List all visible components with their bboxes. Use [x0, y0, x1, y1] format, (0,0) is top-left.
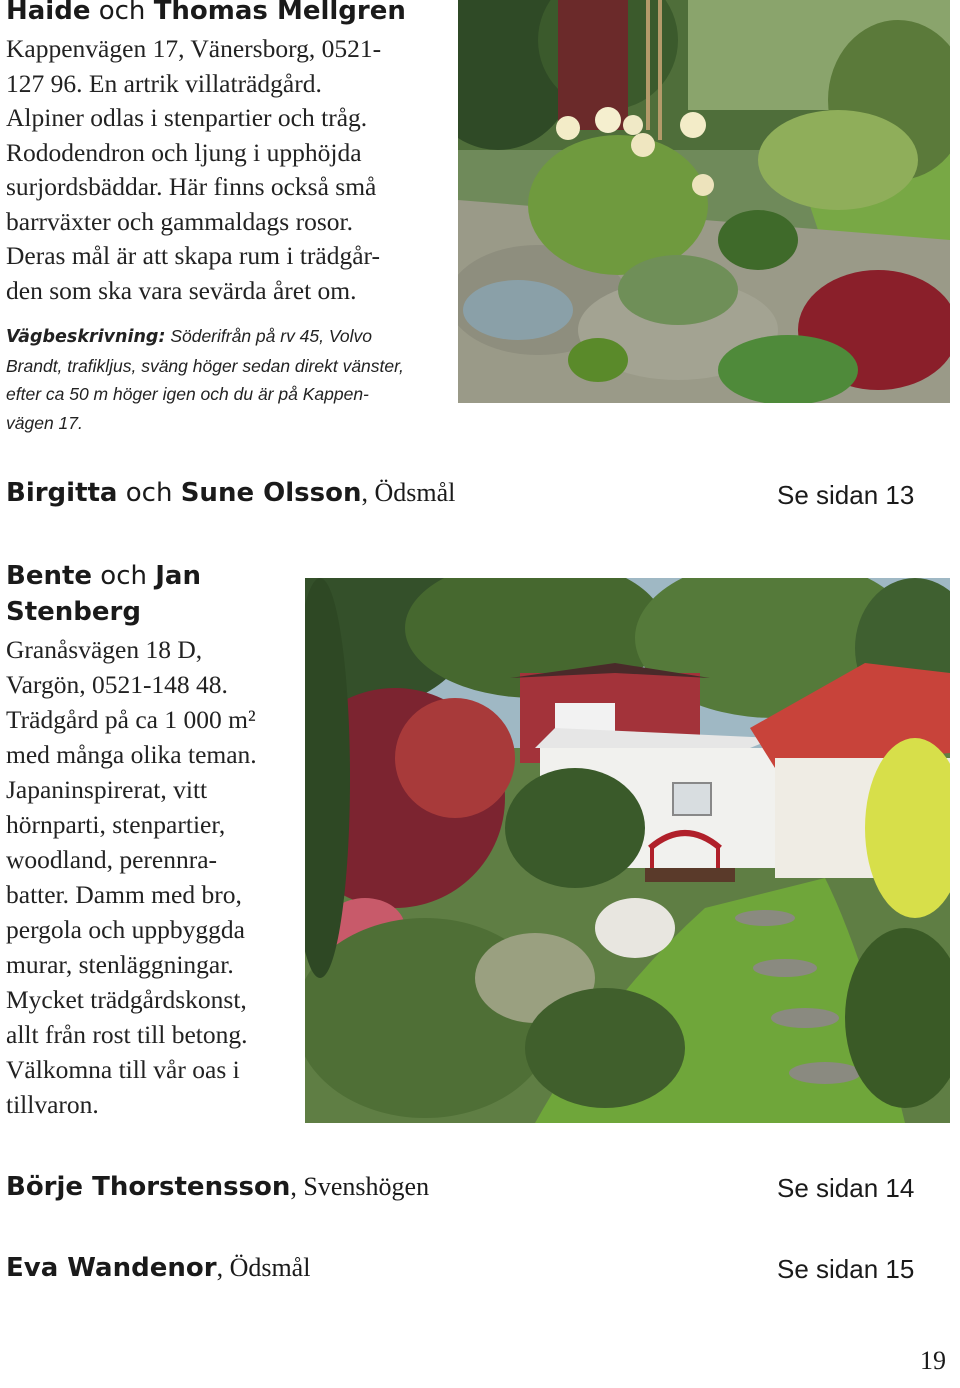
text-line: woodland, perennra-: [6, 845, 217, 874]
see-page-reference: Se sidan 13: [777, 480, 915, 510]
garden-description: [6, 32, 446, 308]
text-line: Japaninspirerat, vitt: [6, 775, 208, 804]
direction-line: Brandt, trafikljus, sväng höger sedan direkt vänster,: [6, 355, 404, 376]
text-line: Kappenvägen 17, Vänersborg, 0521-: [6, 34, 382, 63]
reference-borje-thorstensson: [6, 1172, 429, 1202]
text-line: Vargön, 0521-148 48.: [6, 670, 228, 699]
place-name: , Ödsmål: [361, 478, 456, 507]
och-connector: och: [92, 561, 156, 591]
text-line: pergola och uppbyggda: [6, 915, 245, 944]
och-connector: och: [90, 0, 154, 26]
text-line: Granåsvägen 18 D,: [6, 635, 203, 664]
owner-surname: Stenberg: [6, 597, 141, 627]
direction-line: efter ca 50 m höger igen och du är på Kappen-: [6, 384, 369, 404]
text-line: Deras mål är att skapa rum i trädgår-: [6, 241, 381, 270]
owner-first-name: Haide: [6, 0, 91, 26]
text-line: Trädgård på ca 1 000 m²: [6, 705, 256, 734]
directions: [6, 322, 451, 437]
owner-second-name: Thomas Mellgren: [153, 0, 406, 26]
owner-first-name: Birgitta: [6, 478, 118, 508]
text-line: barrväxter och gammaldags rosor.: [6, 206, 353, 236]
owner-first-name: Bente: [6, 561, 93, 591]
text-line: den som ska vara sevärda året om.: [6, 275, 357, 305]
garden-description: [6, 632, 301, 1122]
owner-second-name: Jan: [155, 561, 201, 591]
see-page-reference: Se sidan 15: [777, 1254, 915, 1284]
text-line: med många olika teman.: [6, 740, 257, 769]
direction-line: vägen 17.: [6, 412, 83, 433]
text-line: allt från rost till betong.: [6, 1020, 248, 1049]
text-line: surjordsbäddar. Här finns också små: [6, 172, 377, 201]
text-line: 127 96. En artrik villaträdgård.: [6, 68, 322, 98]
entry-heading: [6, 558, 201, 630]
rock-garden-photo: [458, 0, 950, 403]
text-line: murar, stenläggningar.: [6, 950, 234, 979]
direction-line: Vägbeskrivning: Söderifrån på rv 45, Volvo: [6, 326, 373, 347]
text-line: Välkomna till vår oas i: [6, 1055, 240, 1084]
page-number: 19: [920, 1346, 946, 1375]
entry-heading: [6, 0, 406, 26]
place-name: , Svenshögen: [290, 1172, 430, 1201]
text-line: batter. Damm med bro,: [6, 880, 242, 909]
reference-birgitta-sune-olsson: [6, 478, 455, 508]
see-page-reference: Se sidan 14: [777, 1173, 915, 1203]
garden-house-bridge-photo: [305, 578, 950, 1123]
och-connector: och: [117, 478, 181, 508]
text-line: Alpiner odlas i stenpartier och tråg.: [6, 103, 368, 132]
text-line: tillvaron.: [6, 1090, 99, 1119]
owner-name: Eva Wandenor: [6, 1253, 217, 1283]
directions-label: Vägbeskrivning:: [6, 327, 166, 347]
place-name: , Ödsmål: [216, 1253, 311, 1282]
text-line: hörnparti, stenpartier,: [6, 810, 226, 839]
text-line: Rododendron och ljung i upphöjda: [6, 137, 362, 167]
owner-second-name: Sune Olsson: [180, 478, 362, 508]
owner-name: Börje Thorstensson: [6, 1172, 291, 1202]
text-line: Mycket trädgårdskonst,: [6, 985, 247, 1014]
reference-eva-wandenor: [6, 1253, 310, 1283]
